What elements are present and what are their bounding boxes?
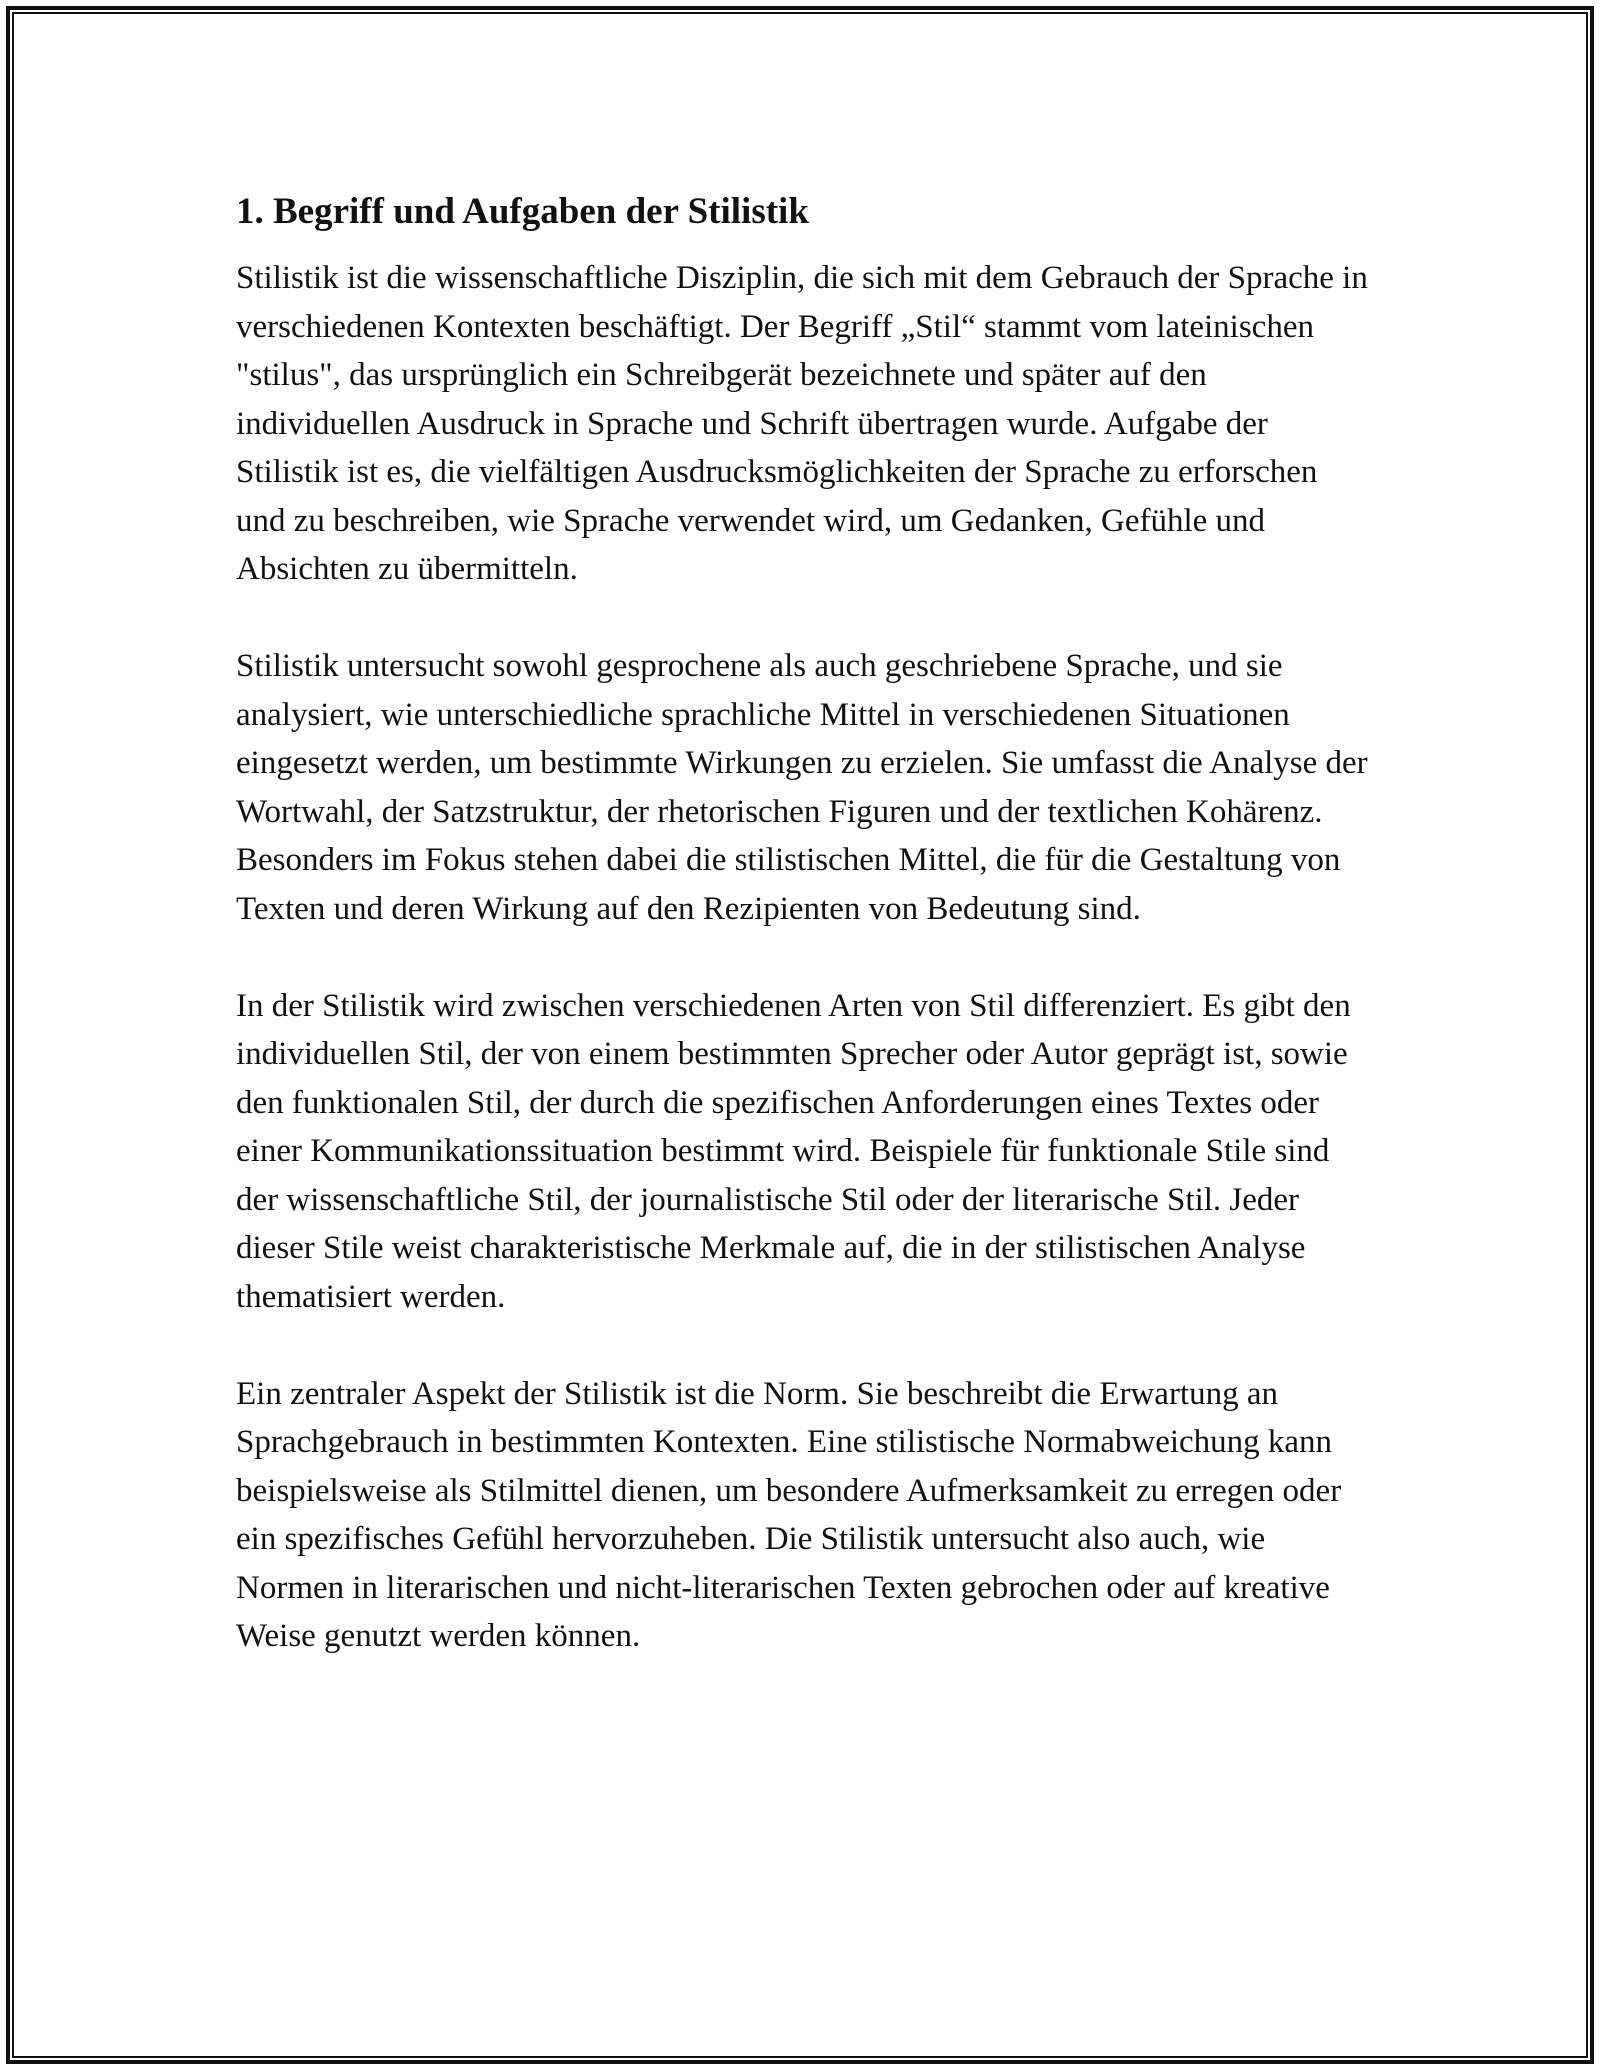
paragraph-definition: Stilistik ist die wissenschaftliche Disziplin, die sich mit dem Gebrauch der Sprache in verschiedenen Kontexten beschäftigt. Der Begriff „Stil“ stammt vom lateinischen "stilus", das ursprünglich ein Schreibgerät bezeichnete und später auf den individuellen Ausdruck in Sprache und Schrift übertragen wurde. Aufgabe der Stilistik ist es, die vielfältigen Ausdrucksmöglichkeiten der Sprache zu erforschen und zu beschreiben, wie Sprache verwendet wird, um Gedanken, Gefühle und Absichten zu übermitteln. [236,260,1368,587]
document-body [236,186,1370,1709]
paragraph-scope: Stilistik untersucht sowohl gesprochene als auch geschriebene Sprache, und sie analysiert, wie unterschiedliche sprachliche Mittel in verschiedenen Situationen eingesetzt werden, um bestimmte Wirkungen zu erzielen. Sie umfasst die Analyse der Wortwahl, der Satzstruktur, der rhetorischen Figuren und der textlichen Kohärenz. Besonders im Fokus stehen dabei die stilistischen Mittel, die für die Gestaltung von Texten und deren Wirkung auf den Rezipienten von Bedeutung sind. [236,648,1368,927]
paragraph-norm: Ein zentraler Aspekt der Stilistik ist die Norm. Sie beschreibt die Erwartung an Sprachgebrauch in bestimmten Kontexten. Eine stilistische Normabweichung kann beispielsweise als Stilmittel dienen, um besondere Aufmerksamkeit zu erregen oder ein spezifisches Gefühl hervorzuheben. Die Stilistik untersucht also auch, wie Normen in literarischen und nicht-literarischen Texten gebrochen oder auf kreative Weise genutzt werden können. [236,1375,1342,1654]
paragraph-style-types: In der Stilistik wird zwischen verschiedenen Arten von Stil differenziert. Es gibt den individuellen Stil, der von einem bestimmten Sprecher oder Autor geprägt ist, sowie den funktionalen Stil, der durch die spezifischen Anforderungen eines Textes oder einer Kommunikationssituation bestimmt wird. Beispiele für funktionale Stile sind der wissenschaftliche Stil, der journalistische Stil oder der literarische Stil. Jeder dieser Stile weist charakteristische Merkmale auf, die in der stilistischen Analyse thematisiert werden. [236,987,1351,1315]
section-heading: 1. Begriff und Aufgaben der Stilistik [236,191,809,232]
